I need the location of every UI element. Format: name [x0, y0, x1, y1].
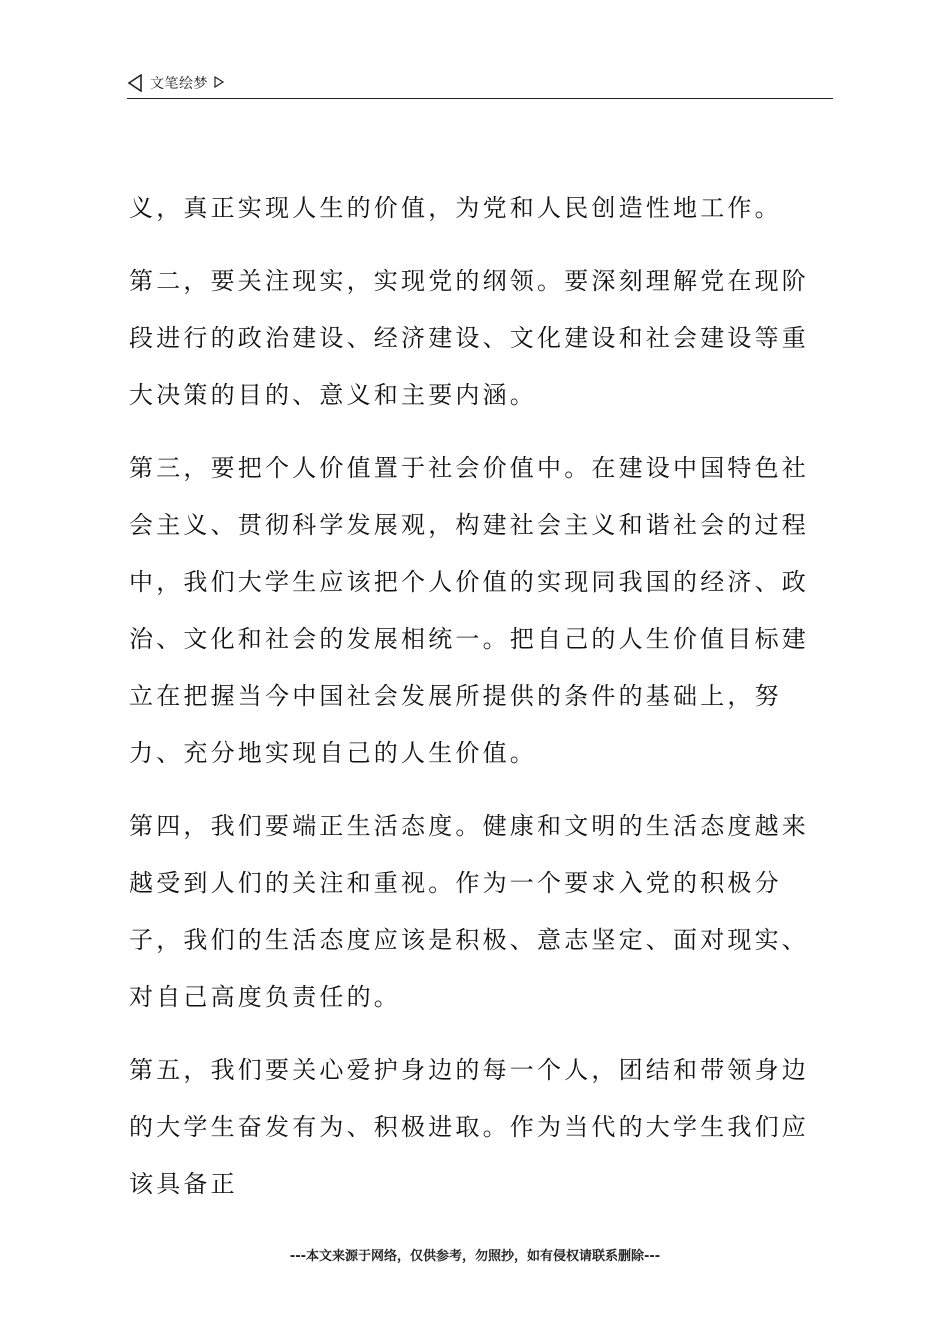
paragraph: 第四，我们要端正生活态度。健康和文明的生活态度越来越受到人们的关注和重视。作为一个要求入党的积极分子，我们的生活态度应该是积极、意志坚定、面对现实、对自己高度负责任的。 [129, 812, 809, 1011]
paragraph: 第二，要关注现实，实现党的纲领。要深刻理解党在现阶段进行的政治建设、经济建设、文化建设和社会建设等重大决策的目的、意义和主要内涵。 [129, 267, 809, 409]
triangle-right-icon [213, 75, 225, 89]
paragraph: 第五，我们要关心爱护身边的每一个人，团结和带领身边的大学生奋发有为、积极进取。作为当代的大学生我们应该具备正 [129, 1056, 809, 1198]
paragraph: 第三，要把个人价值置于社会价值中。在建设中国特色社会主义、贯彻科学发展观，构建社会主义和谐社会的过程中，我们大学生应该把个人价值的实现同我国的经济、政治、文化和社会的发展相统一。把自己的人生价值目标建立在把握当今中国社会发展所提供的条件的基础上，努力、充分地实现自己的人生价值。 [129, 454, 809, 767]
triangle-left-icon [127, 74, 143, 92]
paragraph: 义，真正实现人生的价值，为党和人民创造性地工作。 [129, 194, 782, 222]
page-header [127, 72, 833, 99]
header-title: 文笔绘梦 [150, 76, 208, 92]
document-body [129, 180, 829, 1229]
footer-notice: ---本文来源于网络，仅供参考，勿照抄，如有侵权请联系删除--- [289, 1249, 661, 1264]
